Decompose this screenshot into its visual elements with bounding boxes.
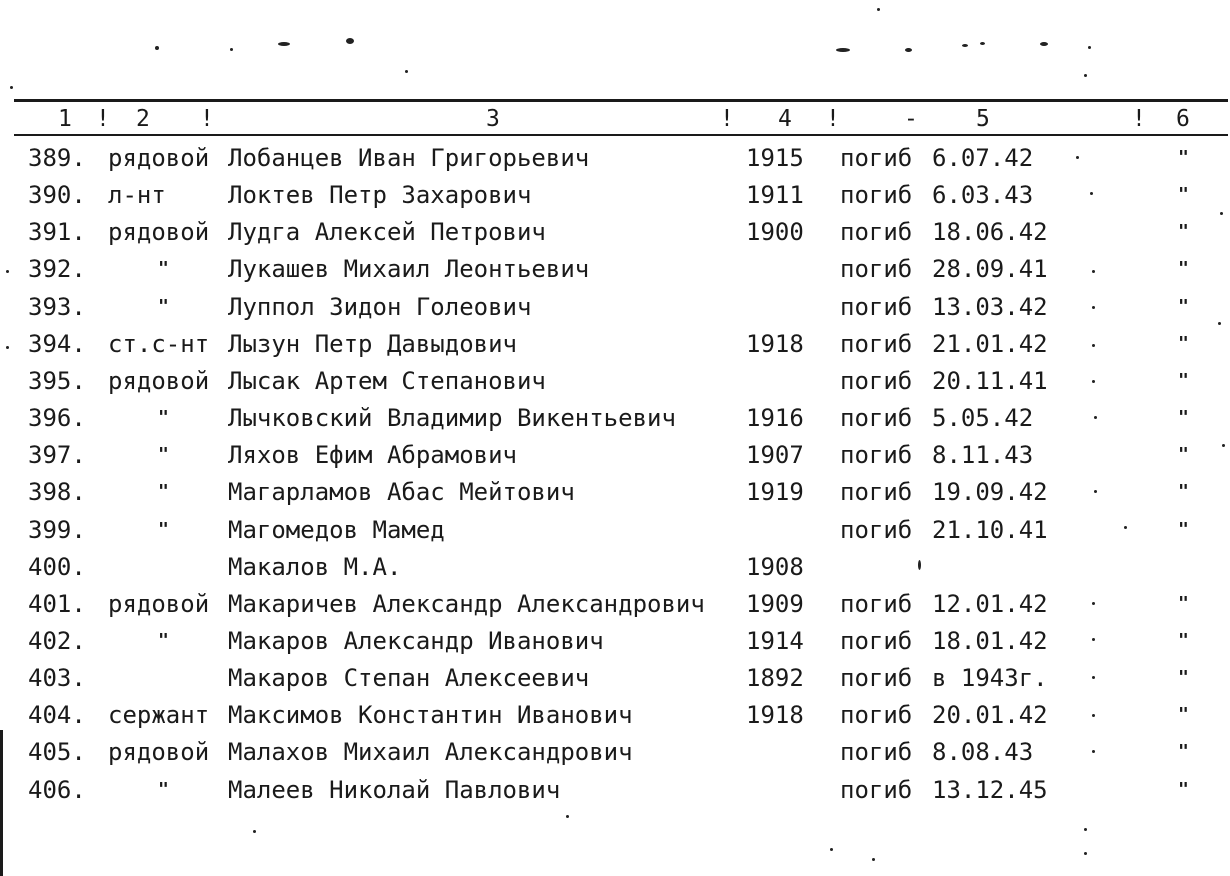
full-name: Макалов М.А.	[228, 552, 402, 581]
full-name: Макаров Степан Алексеевич	[228, 664, 590, 693]
table-row	[0, 586, 1230, 622]
row-number: 392.	[28, 255, 86, 284]
row-number: 405.	[28, 738, 86, 767]
scan-speck	[230, 48, 233, 51]
column-header-6: 6	[1176, 106, 1190, 132]
scan-speck	[877, 8, 880, 11]
military-rank: "	[158, 481, 169, 503]
row-number: 391.	[28, 218, 86, 247]
scan-speck	[962, 44, 968, 47]
ditto-mark: "	[1178, 444, 1189, 466]
full-name: Лычковский Владимир Викентьевич	[228, 404, 676, 433]
full-name: Луппол Зидон Голеович	[228, 292, 532, 321]
scan-speck	[346, 38, 354, 44]
column-header-3: 3	[486, 106, 500, 132]
column-separator: !	[1132, 106, 1146, 132]
military-rank: л-нт	[108, 181, 166, 210]
ditto-mark: "	[1178, 629, 1189, 651]
date-of-death: 20.01.42	[932, 701, 1048, 730]
birth-year: 1915	[746, 144, 804, 172]
date-of-death: 21.10.41	[932, 515, 1048, 544]
ditto-mark: "	[1178, 221, 1189, 243]
fate-status: погиб	[840, 478, 913, 507]
column-separator: !	[720, 106, 734, 132]
scan-speck	[980, 42, 985, 45]
table-top-rule	[14, 99, 1228, 102]
military-rank: рядовой	[108, 366, 210, 395]
military-rank: рядовой	[108, 218, 210, 247]
fate-status: погиб	[840, 701, 913, 730]
column-separator: !	[96, 106, 110, 132]
ditto-mark: "	[1178, 667, 1189, 689]
date-of-death: 28.09.41	[932, 255, 1048, 284]
date-of-death: 6.07.42	[932, 144, 1034, 172]
ditto-mark: "	[1178, 184, 1189, 206]
full-name: Магомедов Мамед	[228, 515, 445, 544]
table-header-rule	[14, 134, 1228, 136]
military-rank: "	[158, 778, 169, 800]
ditto-mark: "	[1178, 481, 1189, 503]
fate-status: погиб	[840, 775, 913, 804]
date-of-death: 18.01.42	[932, 626, 1048, 655]
date-of-death: 18.06.42	[932, 218, 1048, 247]
ditto-mark: "	[1178, 332, 1189, 354]
military-rank: "	[158, 629, 169, 651]
birth-year: 1907	[746, 441, 804, 470]
row-number: 395.	[28, 366, 86, 395]
date-of-death: 20.11.41	[932, 366, 1048, 395]
table-row	[0, 512, 1230, 548]
scan-speck	[253, 830, 256, 833]
birth-year: 1892	[746, 664, 804, 693]
column-header-5: 5	[976, 106, 990, 132]
birth-year: 1918	[746, 329, 804, 358]
date-of-death: 8.11.43	[932, 441, 1034, 470]
full-name: Локтев Петр Захарович	[228, 181, 532, 210]
table-row	[0, 697, 1230, 733]
row-number: 404.	[28, 701, 86, 730]
military-rank: "	[158, 407, 169, 429]
ditto-mark: "	[1178, 258, 1189, 280]
fate-status: погиб	[840, 738, 913, 767]
date-of-death: 5.05.42	[932, 404, 1034, 433]
ditto-mark: "	[1178, 518, 1189, 540]
full-name: Лызун Петр Давыдович	[228, 329, 517, 358]
table-row	[0, 772, 1230, 808]
birth-year: 1919	[746, 478, 804, 507]
date-of-death: 19.09.42	[932, 478, 1048, 507]
table-row	[0, 734, 1230, 770]
birth-year: 1900	[746, 218, 804, 247]
table-row	[0, 400, 1230, 436]
fate-status: погиб	[840, 404, 913, 433]
row-number: 393.	[28, 292, 86, 321]
row-number: 406.	[28, 775, 86, 804]
military-rank: "	[158, 444, 169, 466]
date-of-death: 21.01.42	[932, 329, 1048, 358]
birth-year: 1916	[746, 404, 804, 433]
fate-status: погиб	[840, 144, 913, 172]
table-row	[0, 660, 1230, 696]
row-number: 389.	[28, 144, 86, 172]
scan-speck	[836, 48, 850, 52]
fate-status: погиб	[840, 255, 913, 284]
date-of-death: 13.03.42	[932, 292, 1048, 321]
header-dash: -	[904, 106, 918, 132]
table-row	[0, 177, 1230, 213]
row-number: 394.	[28, 329, 86, 358]
full-name: Лукашев Михаил Леонтьевич	[228, 255, 590, 284]
military-rank: ст.с-нт	[108, 329, 210, 358]
ditto-mark: "	[1178, 592, 1189, 614]
fate-status: погиб	[840, 366, 913, 395]
table-row	[0, 326, 1230, 362]
date-of-death: 13.12.45	[932, 775, 1048, 804]
scan-speck	[1084, 852, 1087, 855]
row-number: 390.	[28, 181, 86, 210]
table-row	[0, 474, 1230, 510]
full-name: Лобанцев Иван Григорьевич	[228, 144, 590, 172]
scan-speck	[872, 858, 875, 861]
table-row	[0, 623, 1230, 659]
birth-year: 1911	[746, 181, 804, 210]
military-rank: рядовой	[108, 144, 210, 172]
scan-speck	[155, 46, 159, 50]
ditto-mark: "	[1178, 369, 1189, 391]
scan-speck	[278, 42, 290, 46]
scan-speck	[566, 815, 569, 818]
full-name: Малахов Михаил Александрович	[228, 738, 633, 767]
column-separator: !	[826, 106, 840, 132]
scan-speck	[830, 848, 833, 851]
row-number: 401.	[28, 589, 86, 618]
scan-speck	[905, 48, 912, 52]
ditto-mark: "	[1178, 741, 1189, 763]
fate-status: погиб	[840, 441, 913, 470]
full-name: Максимов Константин Иванович	[228, 701, 633, 730]
table-row	[0, 363, 1230, 399]
row-number: 402.	[28, 626, 86, 655]
birth-year: 1914	[746, 626, 804, 655]
military-rank: "	[158, 518, 169, 540]
column-header-4: 4	[778, 106, 792, 132]
ditto-mark: "	[1178, 407, 1189, 429]
full-name: Макаричев Александр Александрович	[228, 589, 705, 618]
fate-status: погиб	[840, 218, 913, 247]
scan-speck	[10, 86, 13, 89]
military-rank: рядовой	[108, 738, 210, 767]
fate-status: погиб	[840, 292, 913, 321]
ditto-mark: "	[1178, 295, 1189, 317]
fate-status: погиб	[840, 181, 913, 210]
date-of-death: 6.03.43	[932, 181, 1034, 210]
birth-year: 1909	[746, 589, 804, 618]
table-row	[0, 549, 1230, 585]
fate-status: погиб	[840, 664, 913, 693]
scan-speck	[1084, 828, 1087, 831]
row-number: 399.	[28, 515, 86, 544]
table-row	[0, 289, 1230, 325]
ditto-mark: "	[1178, 147, 1189, 168]
column-header-2: 2	[136, 106, 150, 132]
ditto-mark: "	[1178, 704, 1189, 726]
military-rank: рядовой	[108, 589, 210, 618]
military-rank: сержант	[108, 701, 210, 730]
date-of-death: в 1943г.	[932, 664, 1048, 693]
table-row	[0, 140, 1230, 176]
full-name: Малеев Николай Павлович	[228, 775, 561, 804]
table-row	[0, 251, 1230, 287]
birth-year: 1908	[746, 552, 804, 581]
full-name: Макаров Александр Иванович	[228, 626, 604, 655]
ditto-mark: "	[1178, 778, 1189, 800]
full-name: Магарламов Абас Мейтович	[228, 478, 575, 507]
row-number: 397.	[28, 441, 86, 470]
scan-speck	[1088, 46, 1091, 49]
date-of-death: 8.08.43	[932, 738, 1034, 767]
military-rank: "	[158, 258, 169, 280]
full-name: Лудга Алексей Петрович	[228, 218, 546, 247]
military-rank: "	[158, 295, 169, 317]
scan-speck	[1084, 74, 1087, 77]
table-row	[0, 437, 1230, 473]
fate-status: погиб	[840, 626, 913, 655]
row-number: 403.	[28, 664, 86, 693]
date-of-death: 12.01.42	[932, 589, 1048, 618]
table-row	[0, 214, 1230, 250]
fate-status: погиб	[840, 329, 913, 358]
scan-speck	[405, 70, 408, 73]
row-number: 398.	[28, 478, 86, 507]
row-number: 396.	[28, 404, 86, 433]
column-separator: !	[200, 106, 214, 132]
fate-status: погиб	[840, 589, 913, 618]
fate-status: погиб	[840, 515, 913, 544]
column-header-1: 1	[58, 106, 72, 132]
scan-speck	[1040, 42, 1048, 46]
full-name: Ляхов Ефим Абрамович	[228, 441, 517, 470]
row-number: 400.	[28, 552, 86, 581]
full-name: Лысак Артем Степанович	[228, 366, 546, 395]
birth-year: 1918	[746, 701, 804, 730]
